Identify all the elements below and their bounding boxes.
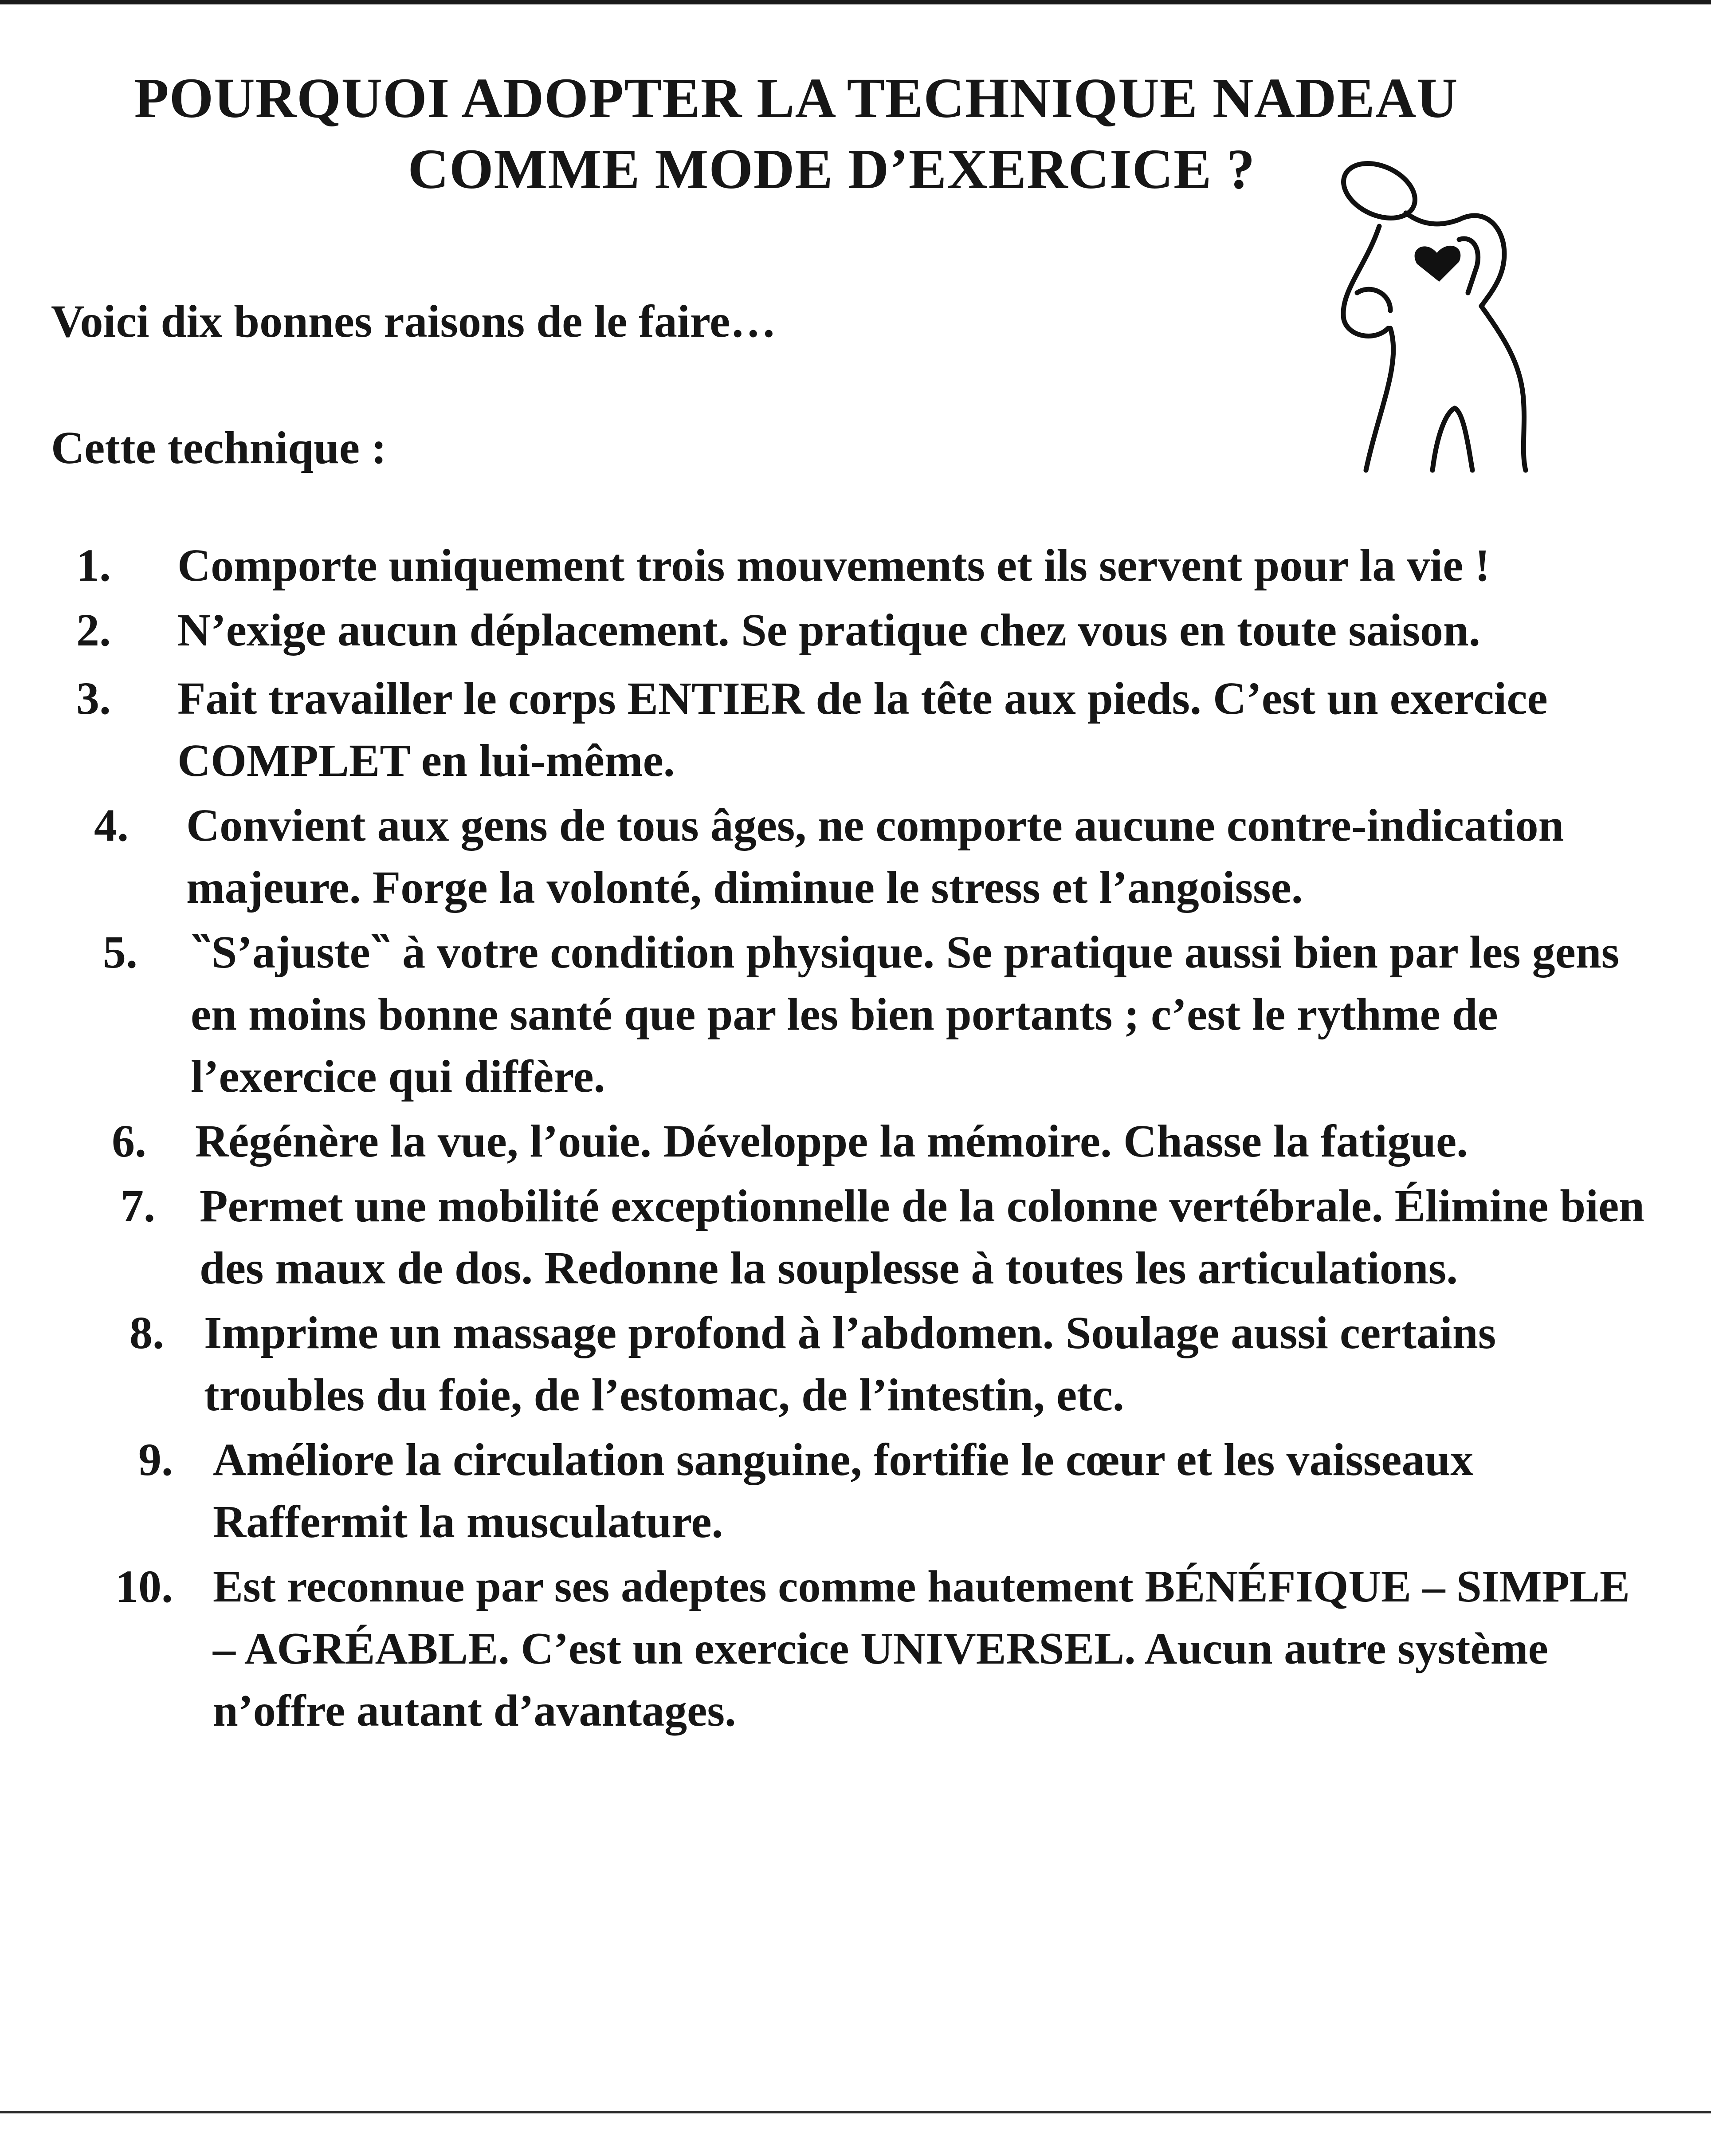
item-text: Régénère la vue, l’ouie. Développe la mémoire. Chasse la fatigue. <box>195 1116 1468 1167</box>
item-text: N’exige aucun déplacement. Se pratique chez vous en toute saison. <box>177 605 1480 656</box>
item-number: 5. <box>103 927 137 978</box>
list-item <box>0 535 1711 597</box>
top-border-line <box>0 0 1711 4</box>
item-number: 6. <box>112 1116 146 1167</box>
title-line-2: COMME MODE D’EXERCICE ? <box>408 137 1256 201</box>
item-number: 1. <box>76 540 111 591</box>
item-text: Améliore la circulation sanguine, fortifie le cœur et les vaisseaux Raffermit la musculature. <box>213 1434 1474 1547</box>
item-number: 4. <box>94 800 129 851</box>
list-item <box>0 1556 1711 1742</box>
list-item <box>0 921 1711 1108</box>
item-text: Comporte uniquement trois mouvements et ils servent pour la vie ! <box>177 540 1490 591</box>
item-text: ‶S’ajuste‶ à votre condition physique. Se pratique aussi bien par les gens en moins bonne santé que par les bien portants ; c’est le rythme de l’exercice qui diffère. <box>191 927 1620 1102</box>
intro-technique: Cette technique : <box>51 422 387 473</box>
item-number: 2. <box>76 605 111 656</box>
list-item <box>0 1110 1711 1172</box>
list-item <box>0 664 1711 792</box>
intro-reasons: Voici dix bonnes raisons de le faire… <box>51 296 777 347</box>
item-number: 3. <box>76 673 111 724</box>
item-number: 10. <box>115 1561 173 1612</box>
exercising-person-with-heart-icon <box>1313 160 1588 479</box>
list-item <box>0 1175 1711 1299</box>
list-item <box>0 1429 1711 1553</box>
item-text: Fait travailler le corps ENTIER de la tête aux pieds. C’est un exercice COMPLET en lui-même. <box>177 673 1548 786</box>
item-text: Imprime un massage profond à l’abdomen. Soulage aussi certains troubles du foie, de l’estomac, de l’intestin, etc. <box>204 1307 1496 1420</box>
bottom-border-line <box>0 2111 1711 2113</box>
item-number: 8. <box>130 1307 164 1358</box>
item-number: 9. <box>138 1434 173 1485</box>
title-line-1: POURQUOI ADOPTER LA TECHNIQUE NADEAU <box>134 66 1458 130</box>
list-item <box>0 795 1711 919</box>
item-text: Permet une mobilité exceptionnelle de la colonne vertébrale. Élimine bien des maux de dos. Redonne la souplesse à toutes les articulations. <box>200 1180 1645 1294</box>
item-text: Convient aux gens de tous âges, ne comporte aucune contre-indication majeure. Forge la volonté, diminue le stress et l’angoisse. <box>186 800 1564 913</box>
list-item <box>0 1302 1711 1426</box>
item-number: 7. <box>121 1180 155 1231</box>
item-text: Est reconnue par ses adeptes comme hautement BÉNÉFIQUE – SIMPLE – AGRÉABLE. C’est un exercice UNIVERSEL. Aucun autre système n’offre autant d’avantages. <box>213 1562 1630 1736</box>
reasons-list <box>0 535 1711 1745</box>
list-item <box>0 599 1711 661</box>
